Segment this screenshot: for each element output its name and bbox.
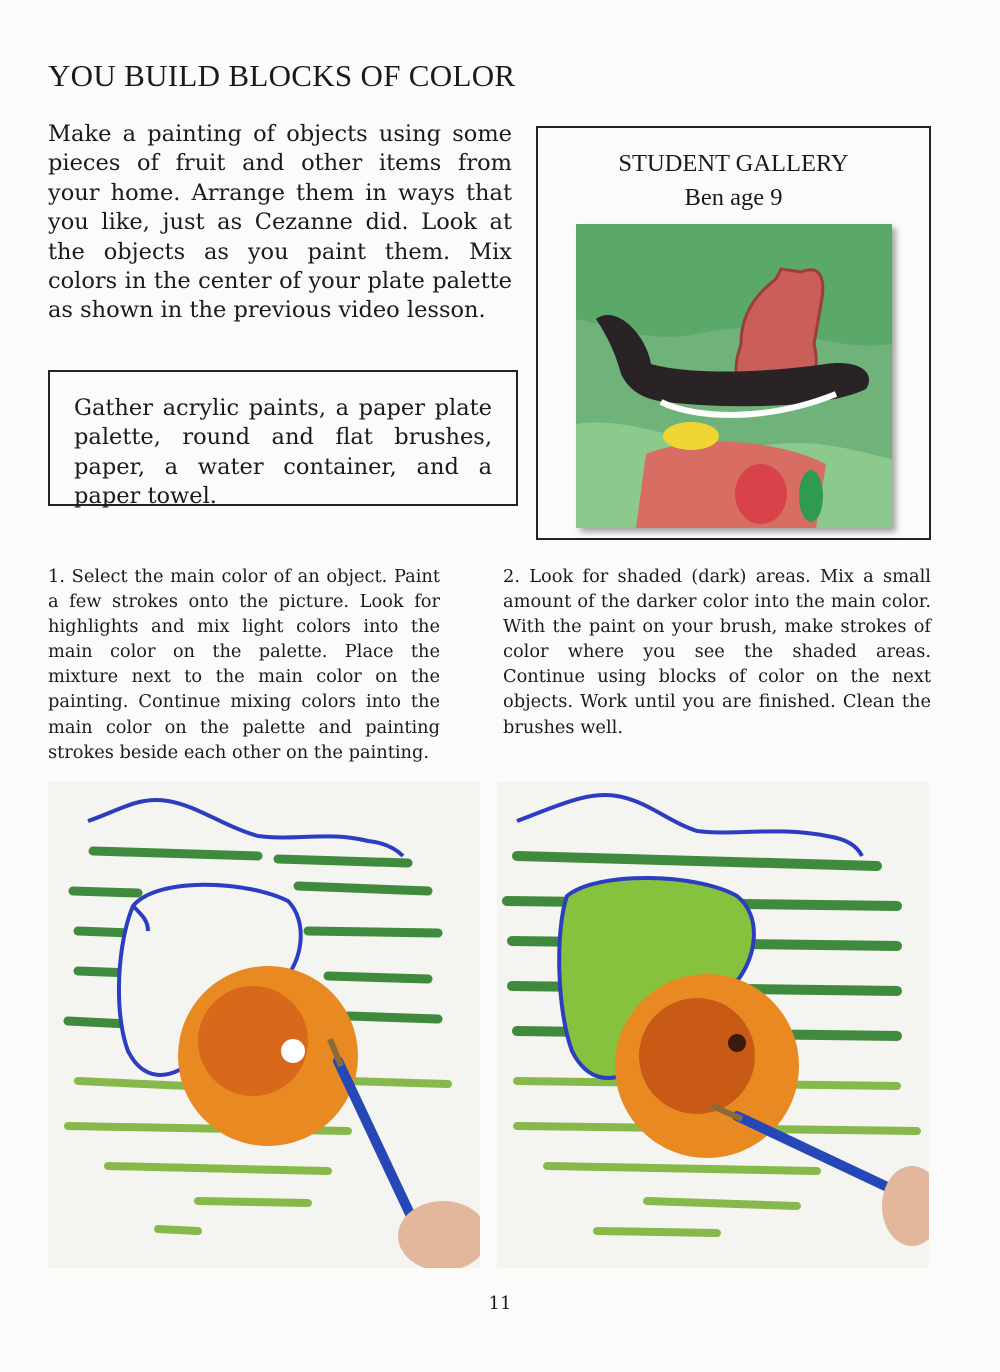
intro-paragraph: Make a painting of objects using some pieces of fruit and other items from your home. Arrange them in ways that you like, just as Cezanne did. Look at the objects as you paint them. Mix colors in the center of your plate palette as shown in the previous video lesson.	[48, 121, 512, 324]
student-painting-image	[576, 224, 892, 528]
student-gallery-box	[536, 126, 931, 540]
page-number: 11	[488, 1293, 512, 1314]
step-2-text: 2. Look for shaded (dark) areas. Mix a small amount of the darker color into the main color. With the paint on your brush, make strokes of color where you see the shaded areas. Continue using blocks of color on the next objects. Work until you are finished. Clean the brushes well.	[503, 566, 931, 738]
page-title: YOU BUILD BLOCKS OF COLOR	[48, 58, 516, 93]
step-1-photo	[48, 781, 480, 1268]
materials-box	[48, 370, 518, 510]
step-2-photo	[497, 781, 929, 1268]
gallery-heading: STUDENT GALLERY	[618, 150, 849, 177]
step-1-text: 1. Select the main color of an object. Paint a few strokes onto the picture. Look for highlights and mix light colors into the main color on the palette. Place the mixture next to the main color on the painting. Continue mixing colors into the main color on the palette and painting strokes beside each other on the painting.	[48, 566, 440, 763]
gallery-student-name: Ben age 9	[684, 184, 783, 211]
materials-text: Gather acrylic paints, a paper plate palette, round and flat brushes, paper, a water container, and a paper towel.	[74, 395, 492, 510]
